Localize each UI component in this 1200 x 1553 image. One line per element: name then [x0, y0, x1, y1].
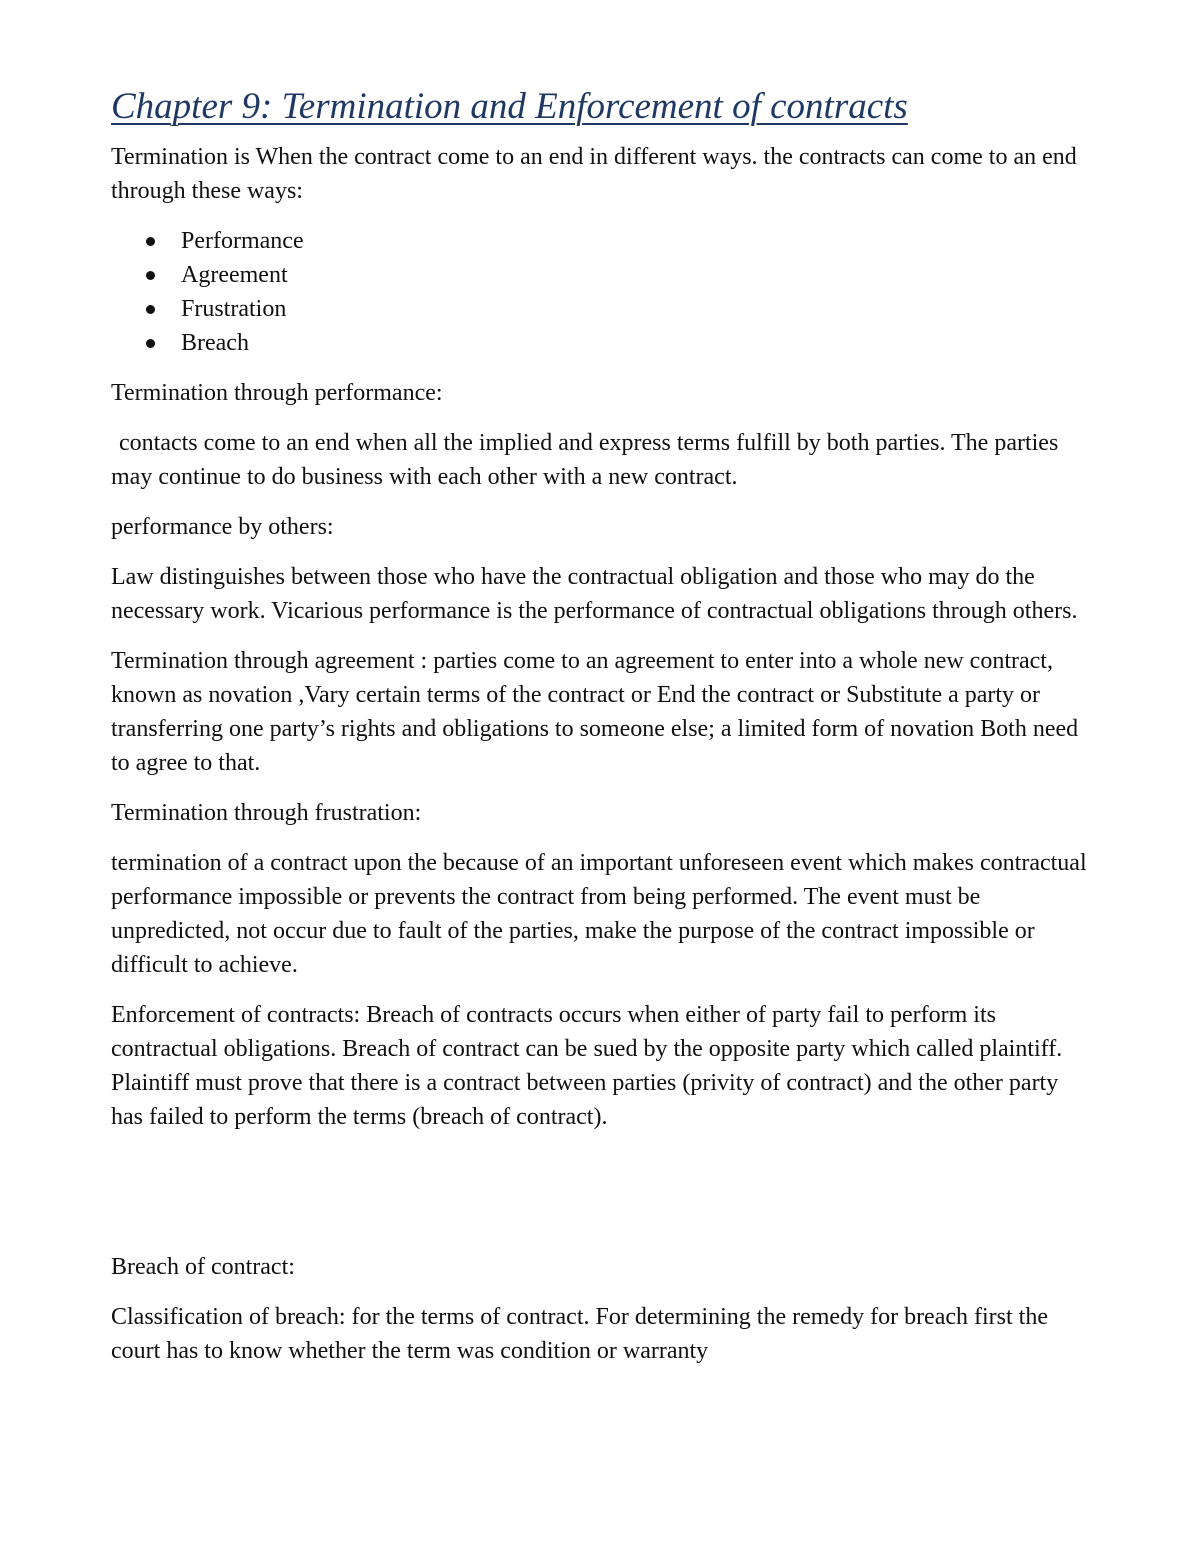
list-item-label: Performance: [181, 228, 304, 254]
frustration-heading: Termination through frustration:: [111, 800, 422, 826]
bullet-icon: [146, 271, 155, 280]
bullet-icon: [146, 305, 155, 314]
list-item: [111, 292, 1091, 326]
breach-heading: Breach of contract:: [111, 1254, 295, 1280]
document-page: [111, 82, 1091, 1384]
termination-ways-list: [111, 224, 1091, 360]
list-item-label: Frustration: [181, 296, 287, 322]
list-item: [111, 258, 1091, 292]
blank-space: [111, 1150, 1091, 1250]
others-heading: performance by others:: [111, 514, 334, 540]
enforcement-paragraph: Enforcement of contracts: Breach of contracts occurs when either of party fail to perform its contractual obligations. Breach of contract can be sued by the opposite party which called plaintiff. Plaintiff must prove that there is a contract between parties (privity of contract) and the other party has failed to perform the terms (breach of contract).: [111, 1002, 1063, 1130]
performance-paragraph: contacts come to an end when all the implied and express terms fulfill by both parties. The parties may continue to do business with each other with a new contract.: [111, 430, 1059, 490]
list-item: [111, 326, 1091, 360]
others-paragraph: Law distinguishes between those who have the contractual obligation and those who may do the necessary work. Vicarious performance is the performance of contractual obligations through others.: [111, 564, 1078, 624]
classification-paragraph: Classification of breach: for the terms of contract. For determining the remedy for breach first the court has to know whether the term was condition or warranty: [111, 1304, 1048, 1364]
agreement-paragraph: Termination through agreement : parties come to an agreement to enter into a whole new contract, known as novation ,Vary certain terms of the contract or End the contract or Substitute a party or transferring one party’s rights and obligations to someone else; a limited form of novation Both need to agree to that.: [111, 648, 1079, 776]
list-item: [111, 224, 1091, 258]
frustration-paragraph: termination of a contract upon the because of an important unforeseen event which makes contractual performance impossible or prevents the contract from being performed. The event must be unpredicted, not occur due to fault of the parties, make the purpose of the contract impossible or difficult to achieve.: [111, 850, 1087, 978]
page-title: Chapter 9: Termination and Enforcement of contracts: [111, 86, 908, 127]
list-item-label: Breach: [181, 330, 249, 356]
bullet-icon: [146, 237, 155, 246]
list-item-label: Agreement: [181, 262, 288, 288]
intro-paragraph: Termination is When the contract come to an end in different ways. the contracts can come to an end through these ways:: [111, 144, 1077, 204]
bullet-icon: [146, 339, 155, 348]
performance-heading: Termination through performance:: [111, 380, 443, 406]
